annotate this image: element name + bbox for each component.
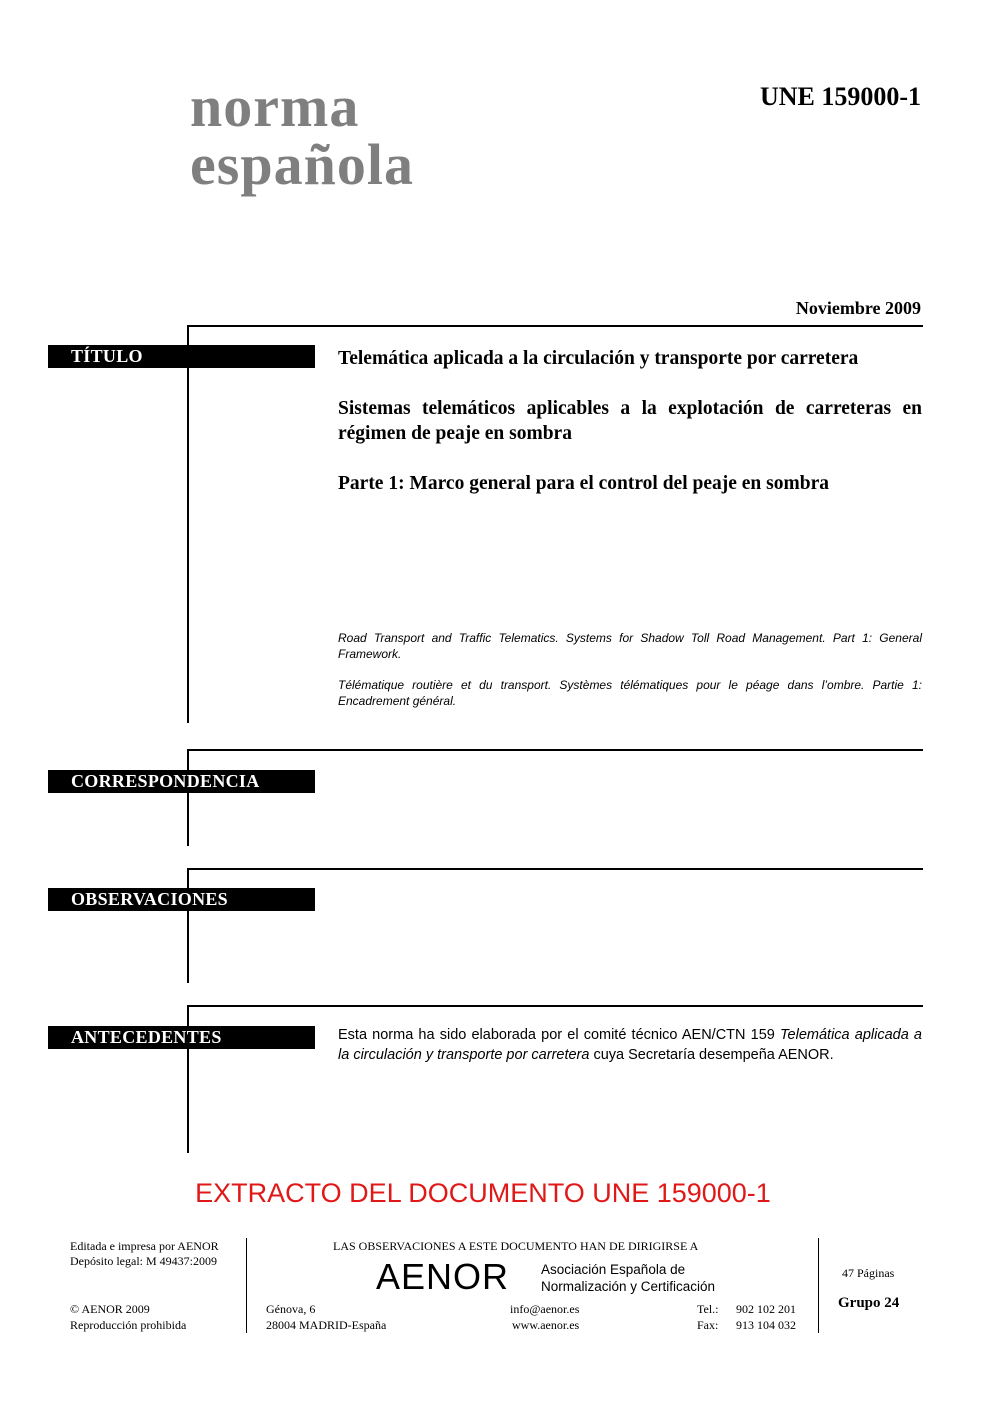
antecedentes-text-before: Esta norma ha sido elaborada por el comité técnico AEN/CTN 159 [338,1027,781,1043]
footer-tel: 902 102 201 [736,1302,796,1316]
section-label-correspondencia: CORRESPONDENCIA [48,770,315,793]
title-part: Parte 1: Marco general para el control del peaje en sombra [338,473,829,494]
section-divider-observaciones [187,868,923,870]
footer-fax-label: Fax: [697,1318,719,1332]
footer-email: info@aenor.es [510,1302,580,1316]
publication-date: Noviembre 2009 [795,298,921,318]
section-rule-correspondencia [187,749,189,846]
section-label-titulo: TÍTULO [48,345,315,368]
section-divider-correspondencia [187,749,923,751]
english-title: Road Transport and Traffic Telematics. Systems for Shadow Toll Road Management. Part 1: General Framework. [338,631,922,661]
title-sub: Sistemas telemáticos aplicables a la explotación de carreteras en régimen de peaje en sombra [338,398,922,444]
antecedentes-committee-name: Telemática aplicada a la circulación y transporte por carretera [338,1027,922,1063]
footer-reproduction: Reproducción prohibida [70,1318,187,1332]
antecedentes-text [338,1025,922,1065]
footer-edited: Editada e impresa por AENOR [70,1239,219,1253]
title-main: Telemática aplicada a la circulación y transporte por carretera [338,348,859,369]
footer-deposit: Depósito legal: M 49437:2009 [70,1254,217,1268]
footer-pages: 47 Páginas [842,1266,895,1280]
title-block [338,346,922,496]
footer-fax: 913 104 032 [736,1318,796,1332]
footer-address-city: 28004 MADRID-España [266,1318,387,1332]
section-label-antecedentes: ANTECEDENTES [48,1026,315,1049]
footer-copyright: © AENOR 2009 [70,1302,150,1316]
brand-title [190,74,414,197]
section-rule-titulo [187,325,189,723]
footer-website: www.aenor.es [512,1318,580,1332]
footer-address-street: Génova, 6 [266,1302,316,1316]
aenor-logo-subtitle-line1: Asociación Española de [541,1262,686,1277]
antecedentes-text-after: cuya Secretaría desempeña AENOR. [589,1047,834,1063]
section-divider-titulo [187,325,923,327]
brand-line-1: norma [190,74,360,139]
section-label-observaciones: OBSERVACIONES [48,888,315,911]
brand-line-2: española [190,132,414,197]
standard-code: UNE 159000-1 [759,82,921,111]
footer-divider-left [246,1238,247,1333]
section-divider-antecedentes [187,1005,923,1007]
alternate-titles [338,630,922,709]
section-rule-observaciones [187,868,189,983]
footer-group: Grupo 24 [838,1295,900,1311]
footer-observations-note: LAS OBSERVACIONES A ESTE DOCUMENTO HAN DE DIRIGIRSE A [333,1239,699,1253]
extract-notice: EXTRACTO DEL DOCUMENTO UNE 159000-1 [195,1178,771,1208]
footer-divider-right [818,1238,819,1333]
aenor-logo: AENOR [376,1256,510,1297]
french-title: Télématique routière et du transport. Systèmes télématiques pour le péage dans l’ombre. Partie 1: Encadrement général. [338,678,922,708]
footer-tel-label: Tel.: [697,1302,719,1316]
aenor-logo-subtitle [541,1261,715,1295]
aenor-logo-subtitle-line2: Normalización y Certificación [541,1279,716,1294]
